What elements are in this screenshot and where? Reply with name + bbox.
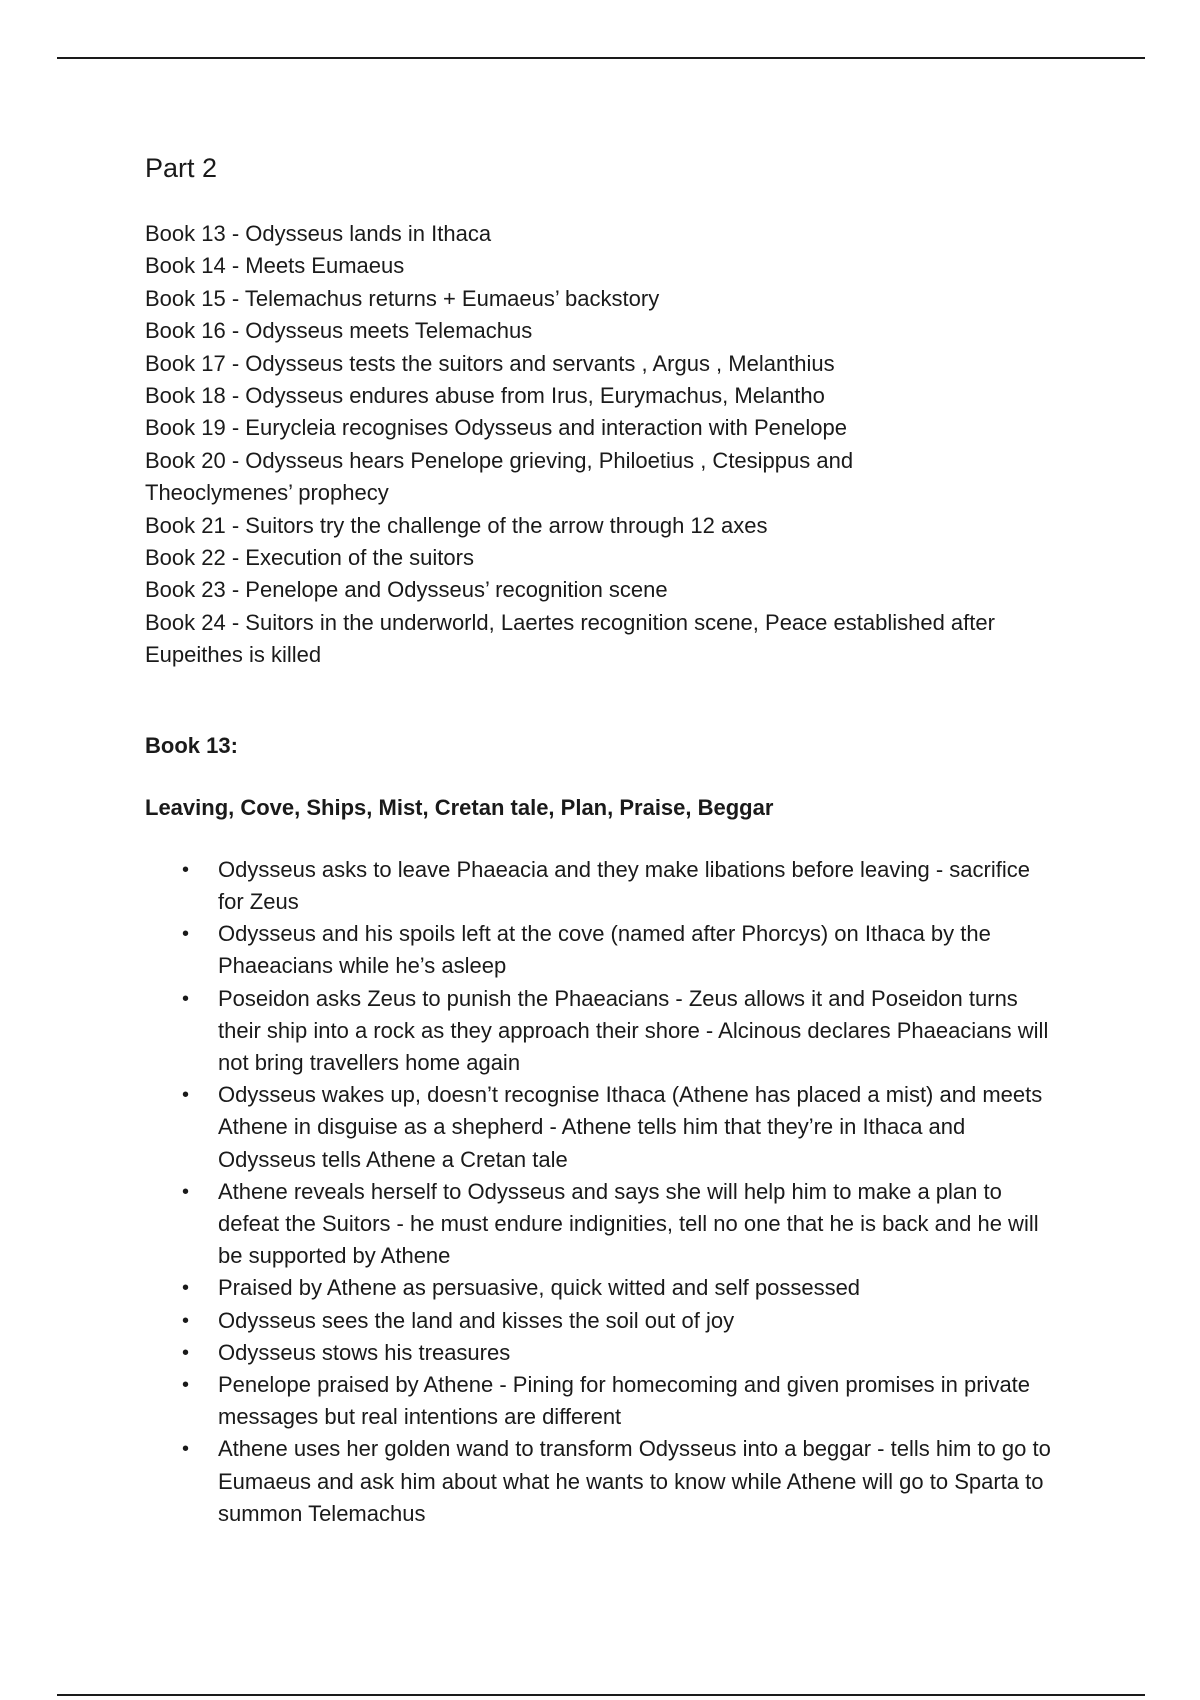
bullet-icon: •: [182, 987, 190, 1010]
list-item-text: Odysseus wakes up, doesn’t recognise Ithaca (Athene has placed a mist) and meets Athene in disguise as a shepherd - Athene tells him that they’re in Ithaca and Odysseus tells Athene a Cretan tale: [218, 1082, 1043, 1172]
list-item-text: Odysseus asks to leave Phaeacia and they make libations before leaving - sacrifice for Zeus: [218, 856, 1030, 914]
book-summary-list: [145, 218, 1085, 672]
summary-line: Book 17 - Odysseus tests the suitors and servants , Argus , Melanthius: [145, 350, 835, 376]
list-item-text: Penelope praised by Athene - Pining for homecoming and given promises in private messages but real intentions are different: [218, 1371, 1031, 1430]
list-item-text: Odysseus stows his treasures: [218, 1339, 511, 1365]
book-13-bullet-list: [145, 854, 1085, 1530]
list-item: [145, 1433, 1058, 1530]
list-item-text: Praised by Athene as persuasive, quick witted and self possessed: [218, 1275, 861, 1301]
list-item-text: Athene reveals herself to Odysseus and says she will help him to make a plan to defeat the Suitors - he must endure indignities, tell no one that he is back and he will be supported by Athene: [218, 1178, 1039, 1269]
book-13-keywords: Leaving, Cove, Ships, Mist, Cretan tale, Plan, Praise, Beggar: [145, 794, 774, 820]
list-item: [145, 854, 1058, 918]
summary-line: Book 18 - Odysseus endures abuse from Irus, Eurymachus, Melantho: [145, 383, 825, 409]
bullet-icon: •: [182, 1084, 190, 1107]
summary-line: Book 13 - Odysseus lands in Ithaca: [145, 221, 492, 246]
summary-line: Book 24 - Suitors in the underworld, Laertes recognition scene, Peace established after Eupeithes is killed: [145, 609, 995, 668]
summary-line: Book 20 - Odysseus hears Penelope grieving, Philoetius , Ctesippus and Theoclymenes’ prophecy: [145, 447, 854, 506]
summary-line: Book 23 - Penelope and Odysseus’ recognition scene: [145, 577, 668, 603]
top-rule: [57, 57, 1145, 59]
list-item: [145, 1079, 1058, 1176]
part-title: Part 2: [145, 153, 218, 183]
bullet-icon: •: [182, 1341, 190, 1364]
list-item-text: Athene uses her golden wand to transform Odysseus into a beggar - tells him to go to Eumaeus and ask him about what he wants to know while Athene will go to Sparta to summon Telemachus: [218, 1436, 1051, 1526]
list-item: [145, 1337, 1058, 1369]
book-13-heading: Book 13:: [145, 732, 238, 758]
list-item: [145, 1272, 1058, 1304]
bullet-icon: •: [182, 1373, 190, 1396]
summary-line: Book 16 - Odysseus meets Telemachus: [145, 318, 533, 344]
list-item-text: Odysseus and his spoils left at the cove (named after Phorcys) on Ithaca by the Phaeacians while he’s asleep: [218, 921, 991, 979]
list-item-text: Poseidon asks Zeus to punish the Phaeacians - Zeus allows it and Poseidon turns their ship into a rock as they approach their shore - Alcinous declares Phaeacians will not bring travellers home again: [218, 985, 1049, 1075]
list-item-text: Odysseus sees the land and kisses the soil out of joy: [218, 1307, 735, 1333]
bullet-icon: •: [182, 1180, 190, 1203]
document-body: [145, 148, 1085, 1530]
bottom-rule: [57, 1694, 1145, 1696]
list-item: [145, 1305, 1058, 1337]
summary-line: Book 19 - Eurycleia recognises Odysseus and interaction with Penelope: [145, 415, 847, 441]
list-item: [145, 918, 1058, 982]
list-item: [145, 1369, 1058, 1433]
bullet-icon: •: [182, 1309, 190, 1332]
bullet-icon: •: [182, 1277, 190, 1300]
bullet-icon: •: [182, 1438, 190, 1461]
summary-line: Book 22 - Execution of the suitors: [145, 545, 474, 571]
summary-line: Book 14 - Meets Eumaeus: [145, 253, 405, 279]
list-item: [145, 1176, 1058, 1273]
bullet-icon: •: [182, 923, 190, 946]
bullet-icon: •: [182, 858, 190, 881]
list-item: [145, 983, 1058, 1080]
summary-line: Book 15 - Telemachus returns + Eumaeus’ backstory: [145, 285, 660, 311]
summary-line: Book 21 - Suitors try the challenge of the arrow through 12 axes: [145, 512, 768, 538]
